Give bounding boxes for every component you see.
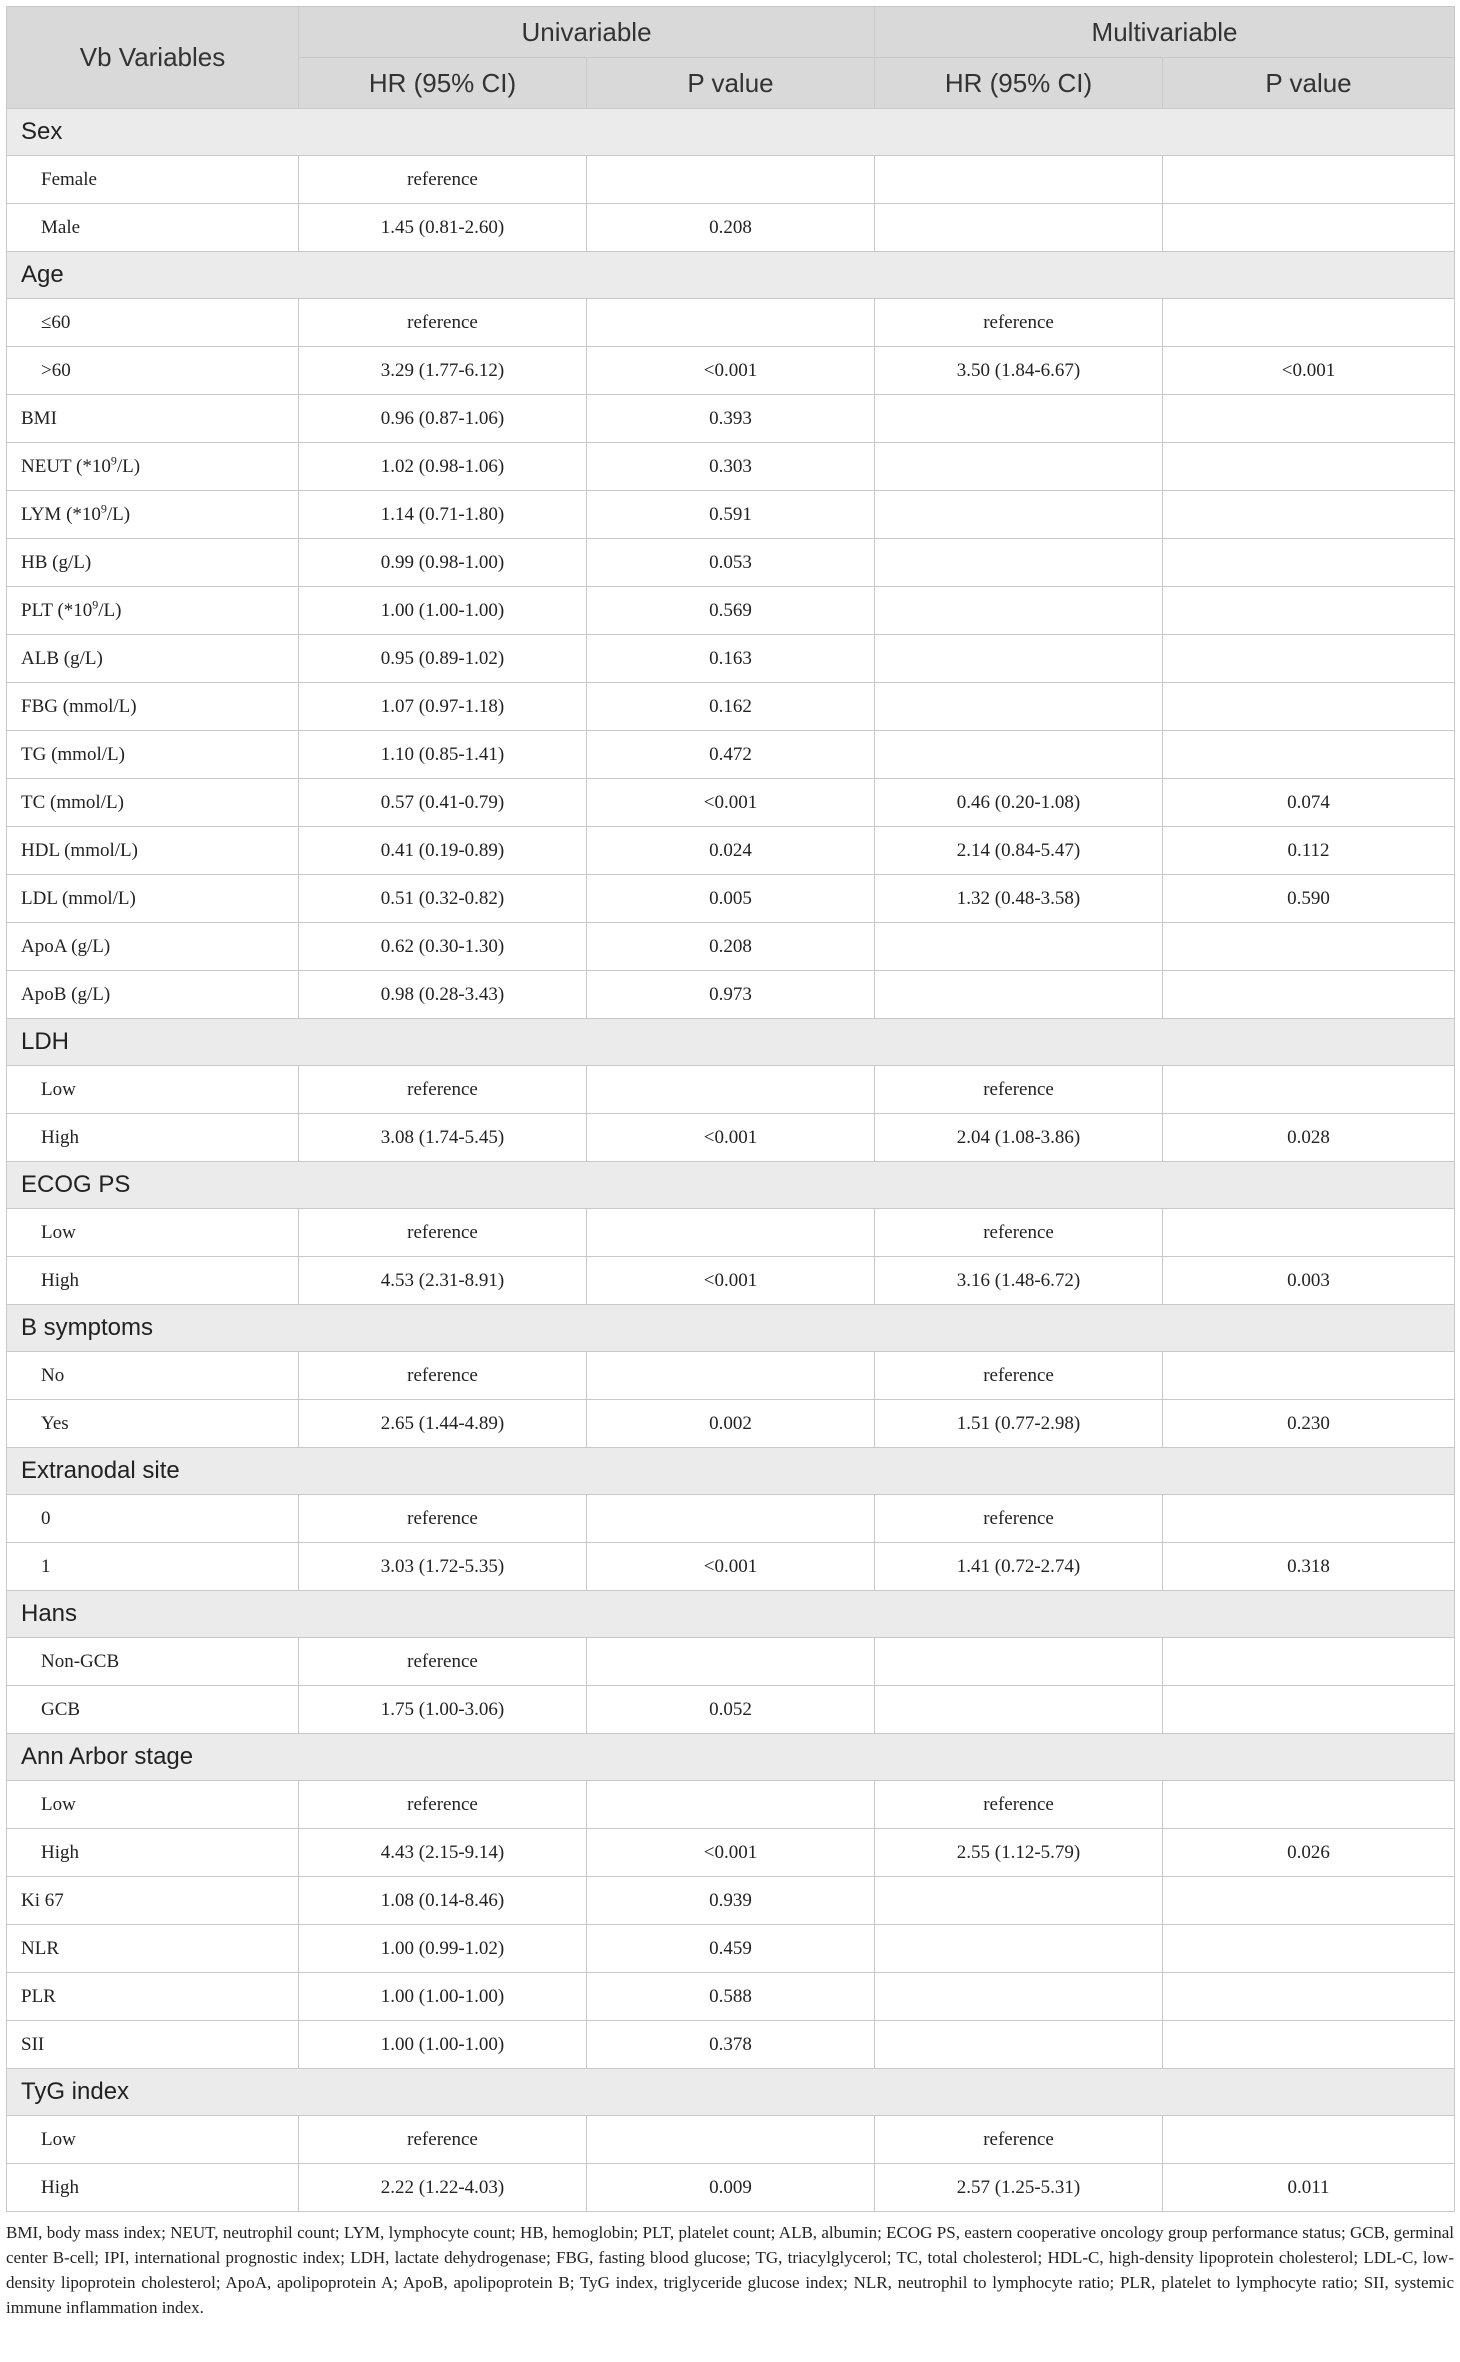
multivariable-p-header: P value — [1163, 58, 1455, 109]
univariable-p-cell — [587, 1781, 875, 1829]
univariable-p-cell: 0.024 — [587, 827, 875, 875]
variable-label-text: 1 — [41, 1555, 51, 1577]
univariable-p-cell: 0.162 — [587, 683, 875, 731]
section-header-row — [7, 1019, 1455, 1066]
section-label: LDH — [7, 1019, 1455, 1066]
multivariable-p-cell: 0.074 — [1163, 779, 1455, 827]
univariable-p-cell: 0.588 — [587, 1973, 875, 2021]
univariable-p-cell: 0.009 — [587, 2164, 875, 2212]
variable-label-text: LYM (*10 — [21, 503, 101, 525]
multivariable-p-cell: 0.028 — [1163, 1114, 1455, 1162]
multivariable-p-cell — [1163, 923, 1455, 971]
variable-label-text: TC (mmol/L) — [21, 791, 124, 813]
variable-label-text: FBG (mmol/L) — [21, 695, 137, 717]
variable-label — [7, 1781, 299, 1829]
univariable-p-cell: <0.001 — [587, 1257, 875, 1305]
variable-label-text: BMI — [21, 407, 57, 429]
table-row — [7, 1781, 1455, 1829]
multivariable-p-cell — [1163, 1352, 1455, 1400]
table-row — [7, 539, 1455, 587]
variable-label-text: >60 — [41, 359, 71, 381]
univariable-p-cell: <0.001 — [587, 1543, 875, 1591]
section-header-row — [7, 1448, 1455, 1495]
variable-label-text: TG (mmol/L) — [21, 743, 125, 765]
univariable-hr-cell: reference — [299, 1209, 587, 1257]
table-row — [7, 875, 1455, 923]
variable-label — [7, 1066, 299, 1114]
univariable-hr-cell: 1.02 (0.98-1.06) — [299, 443, 587, 491]
table-row — [7, 1400, 1455, 1448]
multivariable-p-cell — [1163, 539, 1455, 587]
multivariable-p-cell — [1163, 443, 1455, 491]
table-row — [7, 1973, 1455, 2021]
table-row — [7, 347, 1455, 395]
univariable-hr-cell: 0.51 (0.32-0.82) — [299, 875, 587, 923]
variable-label — [7, 1400, 299, 1448]
table-row — [7, 1638, 1455, 1686]
univariable-hr-cell: reference — [299, 1638, 587, 1686]
multivariable-hr-cell — [875, 2021, 1163, 2069]
univariable-hr-cell: 0.41 (0.19-0.89) — [299, 827, 587, 875]
multivariable-p-cell — [1163, 204, 1455, 252]
univariable-p-cell: <0.001 — [587, 1829, 875, 1877]
variable-label-text: LDL (mmol/L) — [21, 887, 136, 909]
variable-label — [7, 1638, 299, 1686]
variable-label-text: NLR — [21, 1937, 59, 1959]
univariable-hr-cell: 4.43 (2.15-9.14) — [299, 1829, 587, 1877]
univariable-p-cell: 0.208 — [587, 923, 875, 971]
multivariable-p-cell — [1163, 1638, 1455, 1686]
variable-label-text: GCB — [41, 1698, 81, 1720]
table-row — [7, 779, 1455, 827]
variable-label-text: Low — [41, 1078, 76, 1100]
univariable-p-cell: 0.378 — [587, 2021, 875, 2069]
variable-label — [7, 1352, 299, 1400]
multivariable-hr-cell: 3.16 (1.48-6.72) — [875, 1257, 1163, 1305]
univariable-p-cell — [587, 1638, 875, 1686]
univariable-hr-cell: 2.65 (1.44-4.89) — [299, 1400, 587, 1448]
variable-label — [7, 1543, 299, 1591]
section-header-row — [7, 1162, 1455, 1209]
section-label: B symptoms — [7, 1305, 1455, 1352]
multivariable-p-cell — [1163, 2116, 1455, 2164]
univariable-hr-cell: 0.98 (0.28-3.43) — [299, 971, 587, 1019]
variable-label — [7, 1209, 299, 1257]
variable-label — [7, 923, 299, 971]
univariable-hr-cell: reference — [299, 1066, 587, 1114]
variable-label-text: HDL (mmol/L) — [21, 839, 138, 861]
section-label: Age — [7, 252, 1455, 299]
univariable-p-cell — [587, 2116, 875, 2164]
table-row — [7, 443, 1455, 491]
variable-label — [7, 443, 299, 491]
multivariable-p-cell — [1163, 2021, 1455, 2069]
variable-label-text: ALB (g/L) — [21, 647, 103, 669]
variable-label — [7, 875, 299, 923]
multivariable-hr-cell: reference — [875, 299, 1163, 347]
variable-label — [7, 491, 299, 539]
table-row — [7, 204, 1455, 252]
table-header — [7, 7, 1455, 109]
univariable-p-cell: 0.472 — [587, 731, 875, 779]
variable-label — [7, 395, 299, 443]
multivariable-p-cell: 0.003 — [1163, 1257, 1455, 1305]
table-row — [7, 1114, 1455, 1162]
multivariable-p-cell — [1163, 299, 1455, 347]
variable-label-text: 0 — [41, 1507, 51, 1529]
table-row — [7, 299, 1455, 347]
univariable-p-cell: <0.001 — [587, 1114, 875, 1162]
univariable-p-cell: 0.393 — [587, 395, 875, 443]
variable-label-text: HB (g/L) — [21, 551, 92, 573]
multivariable-hr-cell: reference — [875, 1781, 1163, 1829]
univariable-p-cell: 0.303 — [587, 443, 875, 491]
table-row — [7, 587, 1455, 635]
section-header-row — [7, 2069, 1455, 2116]
univariable-p-cell: 0.591 — [587, 491, 875, 539]
multivariable-p-cell — [1163, 1495, 1455, 1543]
multivariable-hr-cell: 2.55 (1.12-5.79) — [875, 1829, 1163, 1877]
variable-label — [7, 683, 299, 731]
multivariable-hr-cell — [875, 731, 1163, 779]
multivariable-hr-cell — [875, 443, 1163, 491]
multivariable-p-cell — [1163, 1877, 1455, 1925]
multivariable-p-cell — [1163, 1686, 1455, 1734]
cox-regression-table-document — [6, 6, 1454, 2320]
multivariable-hr-cell — [875, 683, 1163, 731]
table-row — [7, 1257, 1455, 1305]
multivariable-hr-cell: 1.41 (0.72-2.74) — [875, 1543, 1163, 1591]
table-row — [7, 971, 1455, 1019]
variable-label — [7, 971, 299, 1019]
multivariable-p-cell — [1163, 587, 1455, 635]
variable-label-superscript: 9 — [92, 597, 99, 612]
variable-label — [7, 1495, 299, 1543]
variable-label-text: Low — [41, 1221, 76, 1243]
multivariable-hr-cell — [875, 635, 1163, 683]
multivariable-hr-cell — [875, 587, 1163, 635]
multivariable-hr-cell — [875, 491, 1163, 539]
section-label: Hans — [7, 1591, 1455, 1638]
variable-label — [7, 347, 299, 395]
variable-label-unit: /L) — [98, 599, 122, 621]
table-row — [7, 1495, 1455, 1543]
multivariable-hr-cell: 1.51 (0.77-2.98) — [875, 1400, 1163, 1448]
univariable-hr-cell: reference — [299, 2116, 587, 2164]
univariable-p-cell: <0.001 — [587, 347, 875, 395]
variable-label-text: Yes — [41, 1412, 69, 1434]
table-row — [7, 2021, 1455, 2069]
univariable-p-header: P value — [587, 58, 875, 109]
table-row — [7, 491, 1455, 539]
section-label: Ann Arbor stage — [7, 1734, 1455, 1781]
table-row — [7, 1925, 1455, 1973]
multivariable-p-cell — [1163, 731, 1455, 779]
table-row — [7, 923, 1455, 971]
variable-label-text: High — [41, 1269, 79, 1291]
univariable-group-header: Univariable — [299, 7, 875, 58]
variable-label — [7, 779, 299, 827]
univariable-hr-cell: reference — [299, 299, 587, 347]
variable-label — [7, 635, 299, 683]
multivariable-hr-header: HR (95% CI) — [875, 58, 1163, 109]
univariable-hr-cell: 0.96 (0.87-1.06) — [299, 395, 587, 443]
multivariable-hr-cell: 2.57 (1.25-5.31) — [875, 2164, 1163, 2212]
multivariable-p-cell — [1163, 156, 1455, 204]
table-row — [7, 1829, 1455, 1877]
multivariable-hr-cell: reference — [875, 1495, 1163, 1543]
section-header-row — [7, 109, 1455, 156]
variable-label-text: Low — [41, 2128, 76, 2150]
multivariable-p-cell: 0.230 — [1163, 1400, 1455, 1448]
univariable-p-cell: 0.569 — [587, 587, 875, 635]
table-row — [7, 731, 1455, 779]
multivariable-hr-cell — [875, 923, 1163, 971]
univariable-hr-cell: 0.95 (0.89-1.02) — [299, 635, 587, 683]
section-label: Sex — [7, 109, 1455, 156]
variable-label — [7, 1257, 299, 1305]
variable-label-text: High — [41, 2176, 79, 2198]
table-row — [7, 1543, 1455, 1591]
multivariable-hr-cell — [875, 204, 1163, 252]
variable-label-text: NEUT (*10 — [21, 455, 111, 477]
univariable-p-cell: 0.208 — [587, 204, 875, 252]
multivariable-hr-cell — [875, 1925, 1163, 1973]
multivariable-hr-cell — [875, 1877, 1163, 1925]
variable-label-text: ApoA (g/L) — [21, 935, 111, 957]
univariable-p-cell: 0.052 — [587, 1686, 875, 1734]
multivariable-p-cell: 0.318 — [1163, 1543, 1455, 1591]
multivariable-hr-cell — [875, 971, 1163, 1019]
variable-label-text: PLT (*10 — [21, 599, 93, 621]
variables-column-header: Vb Variables — [7, 7, 299, 109]
univariable-p-cell: 0.459 — [587, 1925, 875, 1973]
multivariable-p-cell: 0.026 — [1163, 1829, 1455, 1877]
section-label: ECOG PS — [7, 1162, 1455, 1209]
variable-label-text: No — [41, 1364, 65, 1386]
variable-label-unit: /L) — [106, 503, 131, 525]
univariable-hr-cell: 3.08 (1.74-5.45) — [299, 1114, 587, 1162]
univariable-hr-cell: 1.00 (0.99-1.02) — [299, 1925, 587, 1973]
multivariable-hr-cell — [875, 156, 1163, 204]
variable-label-superscript: 9 — [100, 501, 107, 516]
univariable-p-cell: 0.005 — [587, 875, 875, 923]
variable-label-text: ≤60 — [41, 311, 71, 333]
variable-label — [7, 1925, 299, 1973]
univariable-hr-cell: 2.22 (1.22-4.03) — [299, 2164, 587, 2212]
multivariable-group-header: Multivariable — [875, 7, 1455, 58]
univariable-hr-cell: 3.29 (1.77-6.12) — [299, 347, 587, 395]
variable-label-text: PLR — [21, 1985, 56, 2007]
univariable-p-cell: <0.001 — [587, 779, 875, 827]
variable-label — [7, 156, 299, 204]
univariable-p-cell — [587, 1352, 875, 1400]
multivariable-p-cell — [1163, 1781, 1455, 1829]
variable-label — [7, 587, 299, 635]
univariable-hr-cell: 1.07 (0.97-1.18) — [299, 683, 587, 731]
univariable-p-cell — [587, 1066, 875, 1114]
variable-label-text: Male — [41, 216, 81, 238]
multivariable-hr-cell: 1.32 (0.48-3.58) — [875, 875, 1163, 923]
univariable-p-cell: 0.939 — [587, 1877, 875, 1925]
multivariable-hr-cell — [875, 1973, 1163, 2021]
table-row — [7, 2116, 1455, 2164]
multivariable-p-cell — [1163, 1066, 1455, 1114]
multivariable-hr-cell: reference — [875, 1209, 1163, 1257]
univariable-hr-cell: 4.53 (2.31-8.91) — [299, 1257, 587, 1305]
univariable-p-cell: 0.163 — [587, 635, 875, 683]
table-row — [7, 1877, 1455, 1925]
multivariable-hr-cell: 2.04 (1.08-3.86) — [875, 1114, 1163, 1162]
multivariable-hr-cell: reference — [875, 1352, 1163, 1400]
table-body — [7, 109, 1455, 2212]
variable-label-text: SII — [21, 2033, 45, 2055]
variable-label — [7, 1877, 299, 1925]
multivariable-hr-cell: 0.46 (0.20-1.08) — [875, 779, 1163, 827]
multivariable-p-cell — [1163, 635, 1455, 683]
variable-label-text: ApoB (g/L) — [21, 983, 111, 1005]
table-row — [7, 635, 1455, 683]
variable-label — [7, 1686, 299, 1734]
variable-label-text: High — [41, 1126, 79, 1148]
cox-regression-table — [6, 6, 1455, 2212]
univariable-p-cell — [587, 1495, 875, 1543]
variable-label — [7, 2021, 299, 2069]
univariable-hr-cell: 1.45 (0.81-2.60) — [299, 204, 587, 252]
univariable-hr-cell: 0.57 (0.41-0.79) — [299, 779, 587, 827]
multivariable-p-cell — [1163, 1209, 1455, 1257]
multivariable-hr-cell — [875, 395, 1163, 443]
variable-label-unit: /L) — [116, 455, 141, 477]
multivariable-p-cell: 0.112 — [1163, 827, 1455, 875]
variable-label-text: High — [41, 1841, 79, 1863]
univariable-hr-cell: reference — [299, 1781, 587, 1829]
multivariable-hr-cell: 3.50 (1.84-6.67) — [875, 347, 1163, 395]
variable-label — [7, 2116, 299, 2164]
multivariable-p-cell: 0.011 — [1163, 2164, 1455, 2212]
univariable-hr-cell: 1.00 (1.00-1.00) — [299, 1973, 587, 2021]
variable-label-text: Low — [41, 1793, 76, 1815]
table-footnote: BMI, body mass index; NEUT, neutrophil count; LYM, lymphocyte count; HB, hemoglobin; PLT, platelet count; ALB, albumin; ECOG PS, eastern cooperative oncology group performance status; GCB, germinal center B-cell; IPI, international prognostic index; LDH, lactate dehydrogenase; FBG, fasting blood glucose; TG, triacylglycerol; TC, total cholesterol; HDL-C, high-density lipoprotein cholesterol; LDL-C, low-density lipoprotein cholesterol; ApoA, apolipoprotein A; ApoB, apolipoprotein B; TyG index, triglyceride glucose index; NLR, neutrophil to lymphocyte ratio; PLR, platelet to lymphocyte ratio; SII, systemic immune inflammation index. — [6, 2223, 1454, 2317]
univariable-p-cell — [587, 299, 875, 347]
univariable-hr-cell: 1.14 (0.71-1.80) — [299, 491, 587, 539]
table-row — [7, 156, 1455, 204]
univariable-hr-cell: 1.10 (0.85-1.41) — [299, 731, 587, 779]
table-row — [7, 683, 1455, 731]
multivariable-p-cell — [1163, 1973, 1455, 2021]
multivariable-p-cell: <0.001 — [1163, 347, 1455, 395]
univariable-hr-cell: 3.03 (1.72-5.35) — [299, 1543, 587, 1591]
section-header-row — [7, 1305, 1455, 1352]
table-row — [7, 2164, 1455, 2212]
variable-label — [7, 1114, 299, 1162]
multivariable-hr-cell: reference — [875, 1066, 1163, 1114]
variable-label — [7, 539, 299, 587]
multivariable-hr-cell — [875, 539, 1163, 587]
multivariable-p-cell — [1163, 971, 1455, 1019]
variable-label — [7, 1973, 299, 2021]
variable-label-text: Female — [41, 168, 97, 190]
univariable-hr-cell: 1.00 (1.00-1.00) — [299, 2021, 587, 2069]
variable-label-text: Ki 67 — [21, 1889, 64, 1911]
table-row — [7, 827, 1455, 875]
univariable-p-cell: 0.053 — [587, 539, 875, 587]
univariable-p-cell — [587, 1209, 875, 1257]
univariable-p-cell: 0.002 — [587, 1400, 875, 1448]
variable-label — [7, 299, 299, 347]
multivariable-p-cell — [1163, 683, 1455, 731]
univariable-hr-cell: reference — [299, 1352, 587, 1400]
table-row — [7, 1686, 1455, 1734]
multivariable-hr-cell — [875, 1686, 1163, 1734]
variable-label — [7, 1829, 299, 1877]
variable-label-text: Non-GCB — [41, 1650, 120, 1672]
univariable-p-cell — [587, 156, 875, 204]
variable-label — [7, 827, 299, 875]
table-row — [7, 1352, 1455, 1400]
univariable-hr-cell: reference — [299, 1495, 587, 1543]
multivariable-p-cell: 0.590 — [1163, 875, 1455, 923]
univariable-hr-cell: 1.00 (1.00-1.00) — [299, 587, 587, 635]
section-header-row — [7, 1734, 1455, 1781]
multivariable-p-cell — [1163, 491, 1455, 539]
table-row — [7, 1209, 1455, 1257]
univariable-hr-cell: 0.62 (0.30-1.30) — [299, 923, 587, 971]
univariable-hr-cell: 0.99 (0.98-1.00) — [299, 539, 587, 587]
univariable-hr-cell: 1.75 (1.00-3.06) — [299, 1686, 587, 1734]
multivariable-hr-cell: reference — [875, 2116, 1163, 2164]
multivariable-p-cell — [1163, 1925, 1455, 1973]
variable-label-superscript: 9 — [110, 453, 117, 468]
univariable-hr-cell: reference — [299, 156, 587, 204]
section-label: TyG index — [7, 2069, 1455, 2116]
univariable-hr-header: HR (95% CI) — [299, 58, 587, 109]
section-label: Extranodal site — [7, 1448, 1455, 1495]
variable-label — [7, 204, 299, 252]
univariable-hr-cell: 1.08 (0.14-8.46) — [299, 1877, 587, 1925]
variable-label — [7, 2164, 299, 2212]
table-row — [7, 1066, 1455, 1114]
section-header-row — [7, 1591, 1455, 1638]
multivariable-p-cell — [1163, 395, 1455, 443]
univariable-p-cell: 0.973 — [587, 971, 875, 1019]
multivariable-hr-cell — [875, 1638, 1163, 1686]
variable-label — [7, 731, 299, 779]
table-row — [7, 395, 1455, 443]
section-header-row — [7, 252, 1455, 299]
multivariable-hr-cell: 2.14 (0.84-5.47) — [875, 827, 1163, 875]
